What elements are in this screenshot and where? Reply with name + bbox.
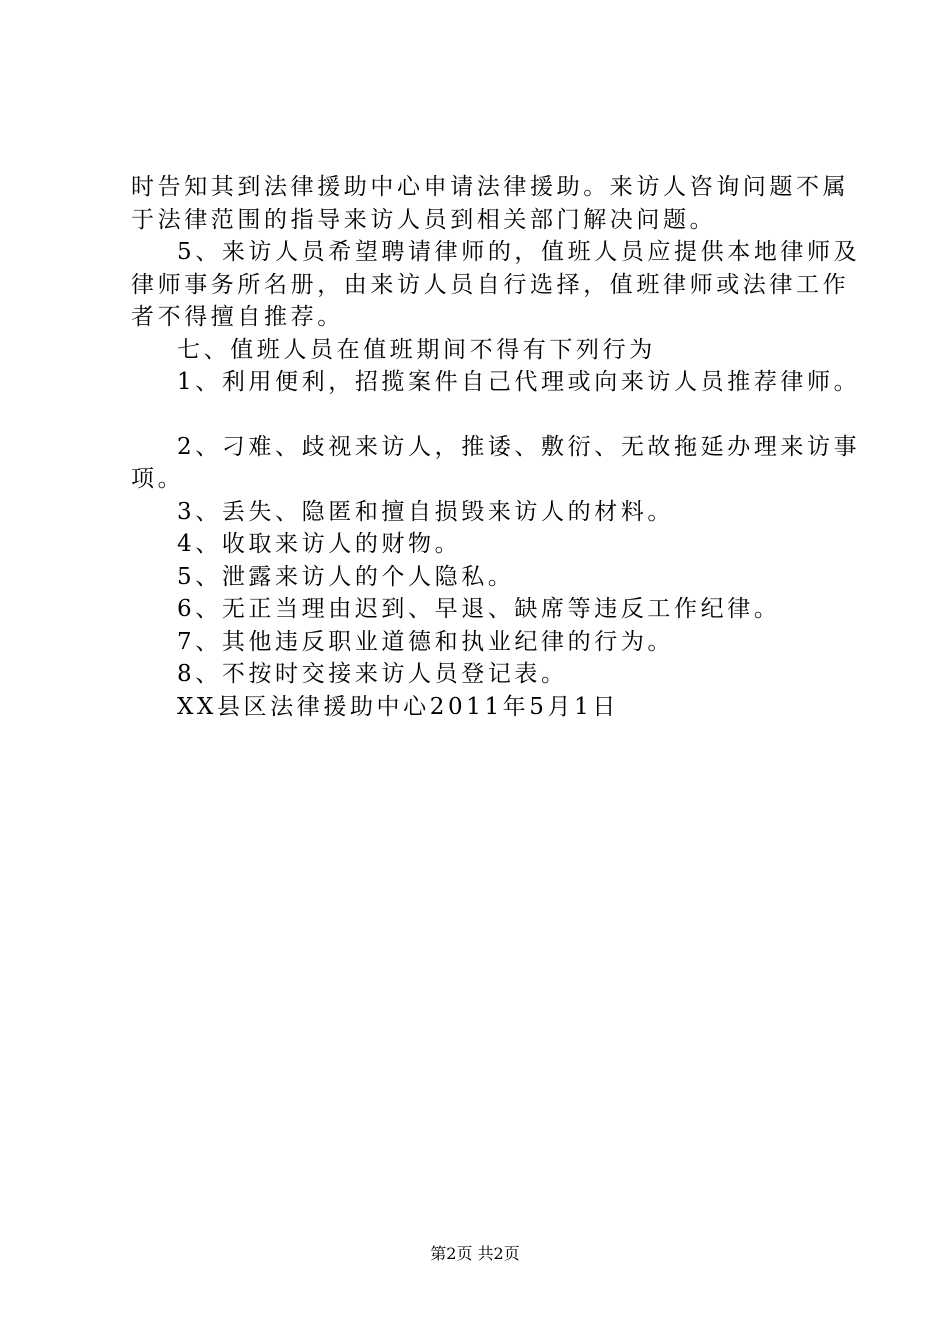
list-item: 6、无正当理由迟到、早退、缺席等违反工作纪律。 xyxy=(177,596,781,622)
paragraph-line: 5、来访人员希望聘请律师的，值班人员应提供本地律师及 xyxy=(177,239,861,265)
paragraph-line: 时告知其到法律援助中心申请法律援助。来访人咨询问题不属 xyxy=(131,174,850,200)
paragraph-line: 于法律范围的指导来访人员到相关部门解决问题。 xyxy=(131,206,717,233)
list-item: 4、收取来访人的财物。 xyxy=(177,531,462,557)
page-footer: 第2页 共2页 xyxy=(430,1244,520,1263)
paragraph-line: 律师事务所名册，由来访人员自行选择，值班律师或法律工作 xyxy=(131,271,850,298)
list-item: 2、刁难、歧视来访人，推诿、敷衍、无故拖延办理来访事 xyxy=(177,433,861,460)
list-item: 5、泄露来访人的个人隐私。 xyxy=(177,563,515,590)
signature-date-line: XX县区法律援助中心2011年5月1日 xyxy=(177,693,619,720)
list-item: 7、其他违反职业道德和执业纪律的行为。 xyxy=(177,628,675,655)
document-body xyxy=(131,171,861,723)
list-item-continuation: 项。 xyxy=(131,466,185,492)
paragraph-line: 者不得擅自推荐。 xyxy=(131,304,344,330)
list-item: 8、不按时交接来访人员登记表。 xyxy=(177,661,568,687)
section-heading: 七、值班人员在值班期间不得有下列行为 xyxy=(177,336,656,363)
list-item: 1、利用便利，招揽案件自己代理或向来访人员推荐律师。 xyxy=(177,369,861,395)
list-item: 3、丢失、隐匿和擅自损毁来访人的材料。 xyxy=(177,498,675,525)
blank-line xyxy=(131,399,831,431)
